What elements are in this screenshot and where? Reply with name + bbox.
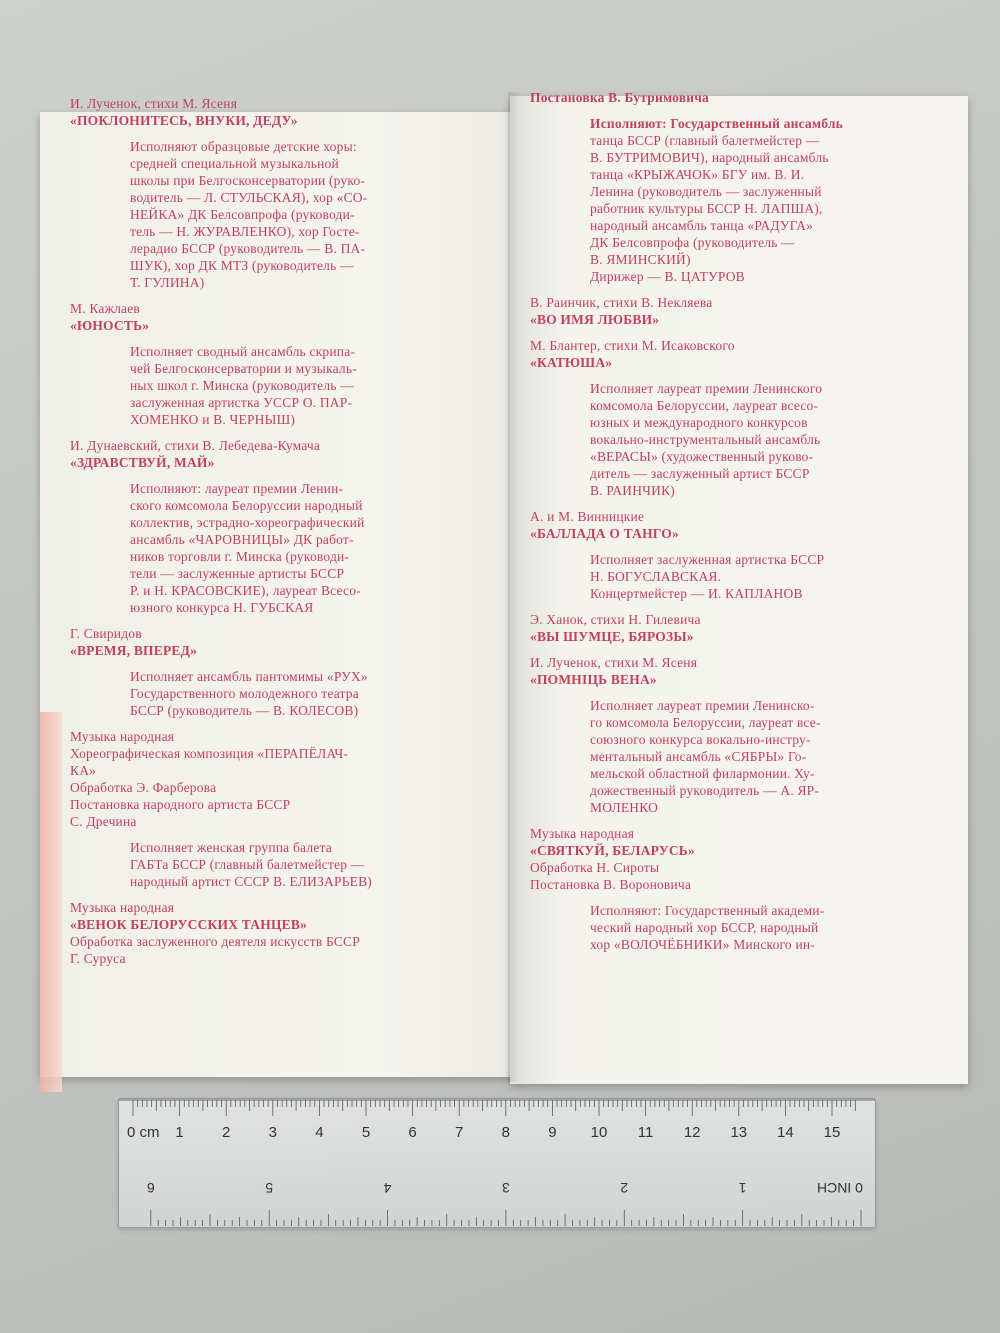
program-text-line: Исполняет лауреат премии Ленинского (590, 381, 823, 396)
line-gap (70, 471, 460, 480)
program-text-line: мельской областной филармонии. Ху- (590, 766, 815, 781)
program-text-line: ментальный ансамбль «СЯБРЫ» Го- (590, 749, 807, 764)
program-text-line: Государственного молодежного театра (130, 686, 359, 701)
line-gap (70, 428, 460, 437)
program-text-line: ников торговли г. Минска (руководи- (130, 549, 350, 564)
program-text-line: ГАБТа БССР (главный балетмейстер — (130, 857, 365, 872)
cm-number: 4 (315, 1124, 324, 1141)
piece-title: «ВЕНОК БЕЛОРУССКИХ ТАНЦЕВ» (70, 917, 308, 932)
line-gap (530, 285, 930, 294)
program-text-line: Концертмейстер — И. КАПЛАНОВ (590, 586, 803, 601)
program-text-line: школы при Белгосконсерватории (руко- (130, 173, 366, 188)
line-gap (530, 499, 930, 508)
cm-number: 3 (268, 1124, 277, 1141)
program-text-line: БССР (руководитель — В. КОЛЕСОВ) (130, 703, 359, 718)
program-text-line: дитель — заслуженный артист БССР (590, 466, 810, 481)
program-text-line: В. БУТРИМОВИЧ), народный ансамбль (590, 150, 829, 165)
line-gap (530, 602, 930, 611)
program-text-line: Дирижер — В. ЦАТУРОВ (590, 269, 745, 284)
ruler-scale (119, 1099, 875, 1227)
cm-number: 5 (361, 1124, 371, 1141)
piece-title: «ПОКЛОНИТЕСЬ, ВНУКИ, ДЕДУ» (70, 113, 298, 128)
program-text-line: ХОМЕНКО и В. ЧЕРНЫШ) (130, 412, 296, 427)
piece-title: «ВРЕМЯ, ВПЕРЕД» (70, 643, 198, 658)
program-text-line: ДК Белсовпрофа (руководитель — (590, 235, 795, 250)
composer-line: Э. Ханок, стихи Н. Гилевича (530, 612, 701, 627)
program-text-line: Ленина (руководитель — заслуженный (590, 184, 822, 199)
piece-title: «КАТЮША» (530, 355, 613, 370)
program-text-line: союзного конкурса вокально-инстру- (590, 732, 811, 747)
composer-line: Музыка народная (530, 826, 635, 841)
line-gap (530, 688, 930, 697)
line-gap (70, 890, 460, 899)
booklet-spine (508, 92, 530, 1082)
program-text-line: ского комсомола Белоруссии народный (130, 498, 363, 513)
red-page-edge (40, 712, 62, 1092)
program-text-line: Исполняет ансамбль пантомимы «РУХ» (130, 669, 368, 684)
inch-label: 0 INCH (817, 1180, 863, 1196)
program-text-line: чей Белгосконсерватории и музыкаль- (130, 361, 357, 376)
program-text-line: Исполняют: Государственный ансамбль (590, 116, 844, 131)
cm-number: 12 (683, 1124, 701, 1141)
piece-title: «СВЯТКУЙ, БЕЛАРУСЬ» (530, 843, 695, 858)
left-page-text (70, 95, 460, 967)
program-text-line: МОЛЕНКО (590, 800, 659, 815)
program-text-line: Исполняют: лауреат премии Ленин- (130, 481, 344, 496)
line-gap (530, 893, 930, 902)
program-text-line: Постановка народного артиста БССР (70, 797, 291, 812)
program-text-line: вокально-инструментальный ансамбль (590, 432, 821, 447)
composer-line: М. Кажлаев (70, 301, 140, 316)
program-text-line: Хореографическая композиция «ПЕРАПЁЛАЧ- (70, 746, 349, 761)
piece-title: «ВЫ ШУМЦЕ, БЯРОЗЫ» (530, 629, 694, 644)
program-text-line: танца «КРЫЖАЧОК» БГУ им. В. И. (590, 167, 805, 182)
cm-number: 2 (222, 1124, 231, 1141)
program-text-line: юзного конкурса Н. ГУБСКАЯ (130, 600, 314, 615)
program-text-line: тели — заслуженные артисты БССР (130, 566, 345, 581)
composer-line: Музыка народная (70, 900, 175, 915)
inch-number: 4 (383, 1180, 392, 1196)
program-text-line: народный артист СССР В. ЕЛИЗАРЬЕВ) (130, 874, 372, 889)
line-gap (70, 616, 460, 625)
program-text-line: хор «ВОЛОЧЁБНИКИ» Минского ин- (590, 937, 815, 952)
program-text-line: дожественный руководитель — А. ЯР- (590, 783, 820, 798)
cm-number: 14 (777, 1124, 794, 1141)
program-text-line: Постановка В. Вороновича (530, 877, 692, 892)
composer-line: В. Раинчик, стихи В. Некляева (530, 295, 713, 310)
line-gap (70, 830, 460, 839)
cm-number: 15 (823, 1124, 841, 1141)
composer-line: Музыка народная (70, 729, 175, 744)
line-gap (70, 291, 460, 300)
piece-title: «ПОМНІЦЬ ВЕНА» (530, 672, 657, 687)
program-text-line: комсомола Белоруссии, лауреат всесо- (590, 398, 819, 413)
program-text-line: Обработка Н. Сироты (530, 860, 660, 875)
composer-line: И. Лученок, стихи М. Ясеня (70, 96, 238, 111)
piece-title: «ВО ИМЯ ЛЮБВИ» (530, 312, 660, 327)
program-text-line: ных школ г. Минска (руководитель — (130, 378, 354, 393)
program-text-line: Исполняет заслуженная артистка БССР (590, 552, 825, 567)
inch-number: 6 (146, 1180, 155, 1196)
piece-title: «ЗДРАВСТВУЙ, МАЙ» (70, 455, 215, 470)
cm-number: 6 (408, 1124, 417, 1141)
program-text-line: Исполняет сводный ансамбль скрипа- (130, 344, 356, 359)
cm-number: 9 (548, 1124, 557, 1141)
line-gap (530, 328, 930, 337)
program-text-line: Обработка заслуженного деятеля искусств БССР (70, 934, 360, 949)
program-text-line: юзных и международного конкурсов (590, 415, 808, 430)
right-page-text (530, 89, 930, 953)
composer-line: А. и М. Винницкие (530, 509, 645, 524)
line-gap (530, 816, 930, 825)
program-text-line: ансамбль «ЧАРОВНИЦЫ» ДК работ- (130, 532, 354, 547)
program-text-line: заслуженная артистка УССР О. ПАР- (130, 395, 353, 410)
inch-number: 5 (265, 1180, 274, 1196)
program-text-line: водитель — Л. СТУЛЬСКАЯ), хор «СО- (130, 190, 368, 205)
program-text-line: Н. БОГУСЛАВСКАЯ. (590, 569, 722, 584)
composer-line: И. Лученок, стихи М. Ясеня (530, 655, 698, 670)
piece-title: «ЮНОСТЬ» (70, 318, 150, 333)
cm-number: 1 (175, 1124, 184, 1141)
piece-title: Постановка В. Бутримовича (530, 90, 710, 105)
program-text-line: Исполняют образцовые детские хоры: (130, 139, 357, 154)
program-text-line: КА» (70, 763, 97, 778)
line-gap (530, 106, 930, 115)
program-text-line: тель — Н. ЖУРАВЛЕНКО), хор Госте- (130, 224, 360, 239)
program-text-line: средней специальной музыкальной (130, 156, 339, 171)
line-gap (530, 371, 930, 380)
cm-number: 8 (501, 1124, 510, 1141)
program-text-line: Г. Суруса (70, 951, 126, 966)
program-text-line: Исполняют: Государственный академи- (590, 903, 825, 918)
composer-line: М. Блантер, стихи М. Исаковского (530, 338, 735, 353)
composer-line: И. Дунаевский, стихи В. Лебедева-Кумача (70, 438, 321, 453)
program-text-line: работник культуры БССР Н. ЛАПША), (590, 201, 823, 216)
cm-number: 13 (730, 1124, 748, 1141)
line-gap (70, 719, 460, 728)
program-text-line: ШУК), хор ДК МТЗ (руководитель — (130, 258, 354, 273)
line-gap (530, 542, 930, 551)
program-text-line: лерадио БССР (руководитель — В. ПА- (130, 241, 366, 256)
program-text-line: народный ансамбль танца «РАДУГА» (590, 218, 814, 233)
program-text-line: Обработка Э. Фарберова (70, 780, 217, 795)
cm-number: 10 (590, 1124, 608, 1141)
inch-number: 2 (620, 1180, 629, 1196)
inch-number: 1 (738, 1180, 747, 1196)
program-text-line: Р. и Н. КРАСОВСКИЕ), лауреат Всесо- (130, 583, 361, 598)
line-gap (70, 334, 460, 343)
program-text-line: Исполняет женская группа балета (130, 840, 332, 855)
cm-number: 11 (637, 1124, 654, 1141)
line-gap (70, 129, 460, 138)
ruler (118, 1098, 876, 1228)
program-text-line: Исполняет лауреат премии Ленинско- (590, 698, 815, 713)
composer-line: Г. Свиридов (70, 626, 142, 641)
piece-title: «БАЛЛАДА О ТАНГО» (530, 526, 679, 541)
cm-label: 0 cm (127, 1124, 160, 1141)
program-text-line: танца БССР (главный балетмейстер — (590, 133, 820, 148)
line-gap (70, 659, 460, 668)
program-text-line: Т. ГУЛИНА) (130, 275, 205, 290)
program-text-line: В. РАИНЧИК) (590, 483, 676, 498)
inch-number: 3 (502, 1180, 510, 1196)
program-text-line: ческий народный хор БССР, народный (590, 920, 819, 935)
cm-number: 7 (455, 1124, 464, 1141)
program-text-line: В. ЯМИНСКИЙ) (590, 252, 691, 267)
program-text-line: С. Дречина (70, 814, 137, 829)
program-text-line: коллектив, эстрадно-хореографический (130, 515, 365, 530)
program-text-line: го комсомола Белоруссии, лауреат все- (590, 715, 821, 730)
program-text-line: «ВЕРАСЫ» (художественный руково- (590, 449, 814, 464)
program-text-line: НЕЙКА» ДК Белсовпрофа (руководи- (130, 207, 355, 222)
line-gap (530, 645, 930, 654)
